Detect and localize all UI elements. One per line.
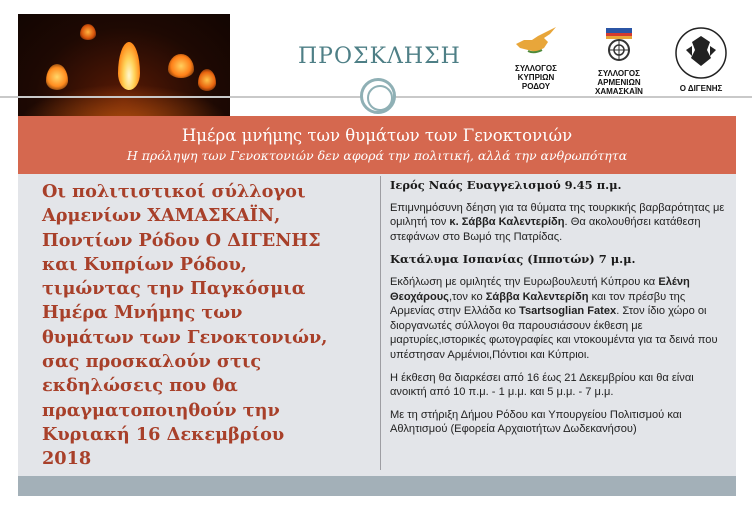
event2-text: Εκδήλωση με ομιλητές την Ευρωβουλευτή Κύπρου κα xyxy=(390,275,659,288)
event2-text: και τον πρέσβυ της Αρμενίας στην Ελλάδα κο xyxy=(390,290,686,318)
armenian-logo-line1: ΣΥΛΛΟΓΟΣ ΑΡΜΕΝΙΩΝ xyxy=(597,69,641,87)
exhibition-dates: Η έκθεση θα διαρκέσει από 16 έως 21 Δεκεμβρίου και θα είναι ανοικτή από 10 π.μ. - 1 μ.μ. και 5 μ.μ. - 7 μ.μ. xyxy=(390,371,694,399)
page-title: ΠΡΟΣΚΛΗΣΗ xyxy=(298,44,461,69)
cyprus-logo-line1: ΣΥΛΛΟΓΟΣ ΚΥΠΡΙΩΝ xyxy=(515,64,557,82)
statement-line: Ποντίων Ρόδου Ο ΔΙΓΕΝΗΣ xyxy=(42,229,321,251)
footer-bar xyxy=(18,476,736,496)
statement-line: Ημέρα Μνήμης των xyxy=(42,302,243,324)
armenian-emblem-icon xyxy=(604,26,634,62)
statement-line: 2018 xyxy=(42,448,92,470)
candle-flame xyxy=(168,54,194,78)
statement-line: πραγματοποιηθούν την xyxy=(42,399,280,421)
banner-title: Ημέρα μνήμης των θυμάτων των Γενοκτονιών xyxy=(181,126,573,145)
event2-speaker: Σάββα Καλεντερίδη xyxy=(485,290,589,303)
content-panel xyxy=(18,174,736,476)
event1-speaker: κ. Σάββα Καλεντερίδη xyxy=(449,216,565,229)
memorial-banner xyxy=(18,116,736,174)
cyprus-logo-line2: ΡΟΔΟΥ xyxy=(521,82,551,91)
event1-text: . Θα ακολουθήσει κατάθεση στεφάνων στο Βωμό της Πατρίδας. xyxy=(390,216,701,243)
pontian-seal-icon xyxy=(674,26,728,80)
event2-speaker: Tsartsoglian Fatex xyxy=(519,305,617,318)
event1-description xyxy=(390,201,730,245)
event-details xyxy=(390,178,730,445)
pontian-association-logo xyxy=(668,26,734,93)
ring-ornament-icon xyxy=(360,78,396,114)
event2-heading: Κατάλυμα Ισπανίας (Ιπποτών) 7 μ.μ. xyxy=(390,252,636,267)
statement-line: τιμώντας την Παγκόσμια xyxy=(42,278,306,300)
candles-photo xyxy=(18,14,230,122)
statement-line: θυμάτων των Γενοκτονιών, xyxy=(42,326,328,348)
invitation-statement xyxy=(42,180,372,472)
pontian-logo-name: Ο ΔΙΓΕΝΗΣ xyxy=(679,84,723,93)
sponsors-note: Με τη στήριξη Δήμου Ρόδου και Υπουργείου Πολιτισμού και Αθλητισμού (Εφορεία Αρχαιοτήτων Δωδεκανήσου) xyxy=(390,408,682,436)
event1-text: Επιμνημόσυνη δέηση για τα θύματα της τουρκικής βαρβαρότητας με ομιλητή τον xyxy=(390,201,725,229)
armenian-association-logo xyxy=(578,26,660,96)
candle-flame xyxy=(118,42,140,90)
armenian-logo-line2: ΧΑΜΑΣΚΑΪΝ xyxy=(595,87,643,96)
event1-heading: Ιερός Ναός Ευαγγελισμού 9.45 π.μ. xyxy=(390,178,622,192)
event2-text: ,τον κο xyxy=(448,290,486,303)
statement-line: Οι πολιτιστικοί σύλλογοι xyxy=(42,181,306,202)
cyprus-map-icon xyxy=(514,26,558,54)
banner-subtitle: Η πρόληψη των Γενοκτονιών δεν αφορά την πολιτική, αλλά την ανθρωπότητα xyxy=(126,148,628,163)
statement-line: και Κυπρίων Ρόδου, xyxy=(42,253,247,275)
event2-text: . Στον ίδιο χώρο οι διοργανωτές σύλλογοι θα παρουσιάσουν έκθεση με μαρτυρίες,ιστορικές φωτογραφίες και ντοκουμέντα για τα δεινά που υπέστησαν Αρμένιοι,Πόντιοι και Κύπριοι. xyxy=(390,305,718,361)
event2-speaker: Ελένη Θεοχάρους xyxy=(390,275,690,303)
column-divider xyxy=(380,176,381,470)
candle-flame xyxy=(46,64,68,90)
statement-line: Αρμενίων ΧΑΜΑΣΚΑΪΝ, xyxy=(42,205,281,227)
cyprus-association-logo xyxy=(498,26,574,91)
statement-line: εκδηλώσεις που θα xyxy=(42,375,238,397)
statement-line: σας προσκαλούν στις xyxy=(42,351,262,373)
event2-description xyxy=(390,275,730,363)
statement-line: Κυριακή 16 Δεκεμβρίου xyxy=(42,423,285,445)
candle-flame xyxy=(198,69,216,91)
candle-flame xyxy=(80,24,96,40)
